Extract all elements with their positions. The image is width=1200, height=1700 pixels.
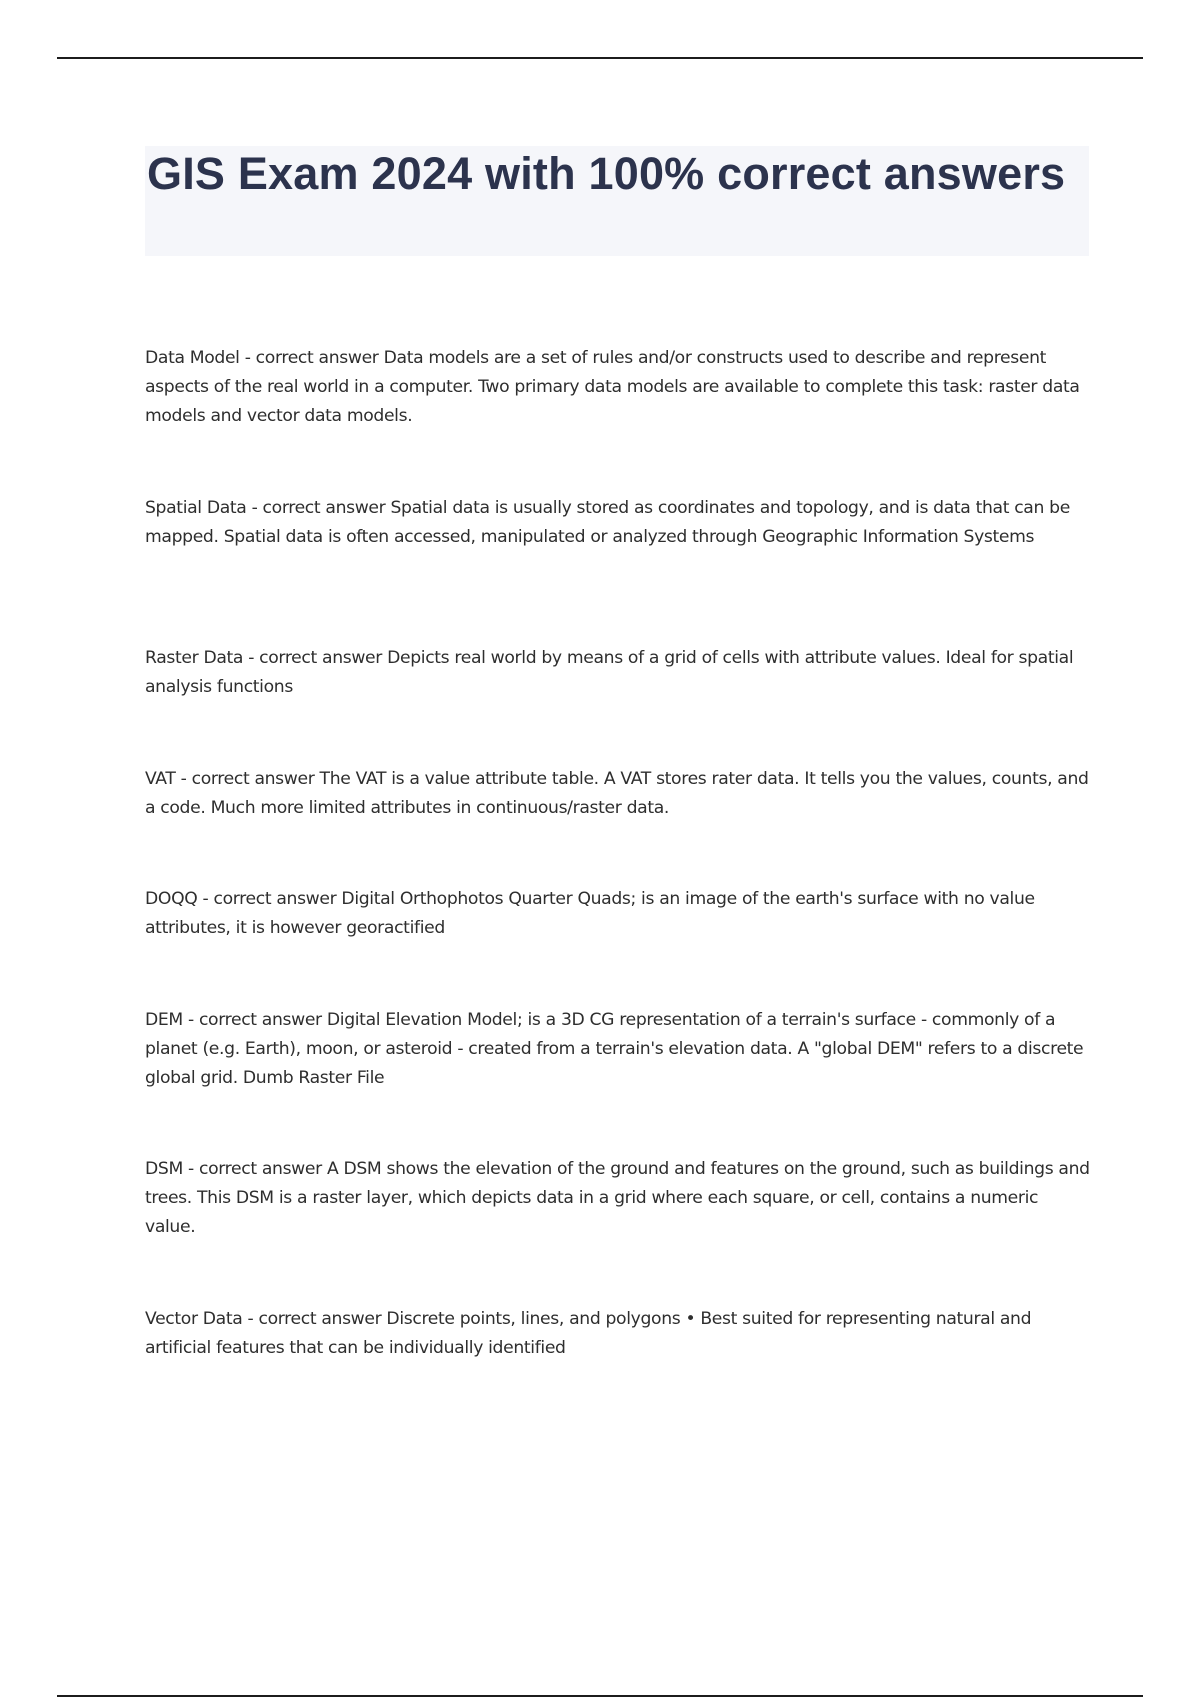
qa-entry-doqq: DOQQ - correct answer Digital Orthophotos Quarter Quads; is an image of the earth's surface with no value attributes, it is however georactified [145, 889, 1035, 938]
qa-entry-vat: VAT - correct answer The VAT is a value attribute table. A VAT stores rater data. It tells you the values, counts, and a code. Much more limited attributes in continuous/raster data. [145, 769, 1089, 818]
title-banner [145, 146, 1089, 256]
qa-entry-raster-data: Raster Data - correct answer Depicts real world by means of a grid of cells with attribute values. Ideal for spatial analysis functions [145, 648, 1074, 697]
qa-entry-dem: DEM - correct answer Digital Elevation Model; is a 3D CG representation of a terrain's surface - commonly of a planet (e.g. Earth), moon, or asteroid - created from a terrain's elevation data. A "global DEM" refers to a discrete global grid. Dumb Raster File [145, 1010, 1084, 1088]
top-divider [57, 57, 1143, 59]
qa-entry-vector-data: Vector Data - correct answer Discrete points, lines, and polygons • Best suited for representing natural and artificial features that can be individually identified [145, 1309, 1032, 1358]
page-title: GIS Exam 2024 with 100% correct answers [147, 148, 1066, 199]
bottom-divider [57, 1695, 1143, 1697]
qa-entry-dsm: DSM - correct answer A DSM shows the elevation of the ground and features on the ground, such as buildings and trees. This DSM is a raster layer, which depicts data in a grid where each square, or cell, contains a numeric value. [145, 1159, 1090, 1237]
qa-entry-data-model: Data Model - correct answer Data models are a set of rules and/or constructs used to describe and represent aspects of the real world in a computer. Two primary data models are available to complete this task: raster data models and vector data models. [145, 348, 1080, 426]
qa-entry-spatial-data: Spatial Data - correct answer Spatial data is usually stored as coordinates and topology, and is data that can be mapped. Spatial data is often accessed, manipulated or analyzed through Geographic Information Systems [145, 498, 1070, 547]
